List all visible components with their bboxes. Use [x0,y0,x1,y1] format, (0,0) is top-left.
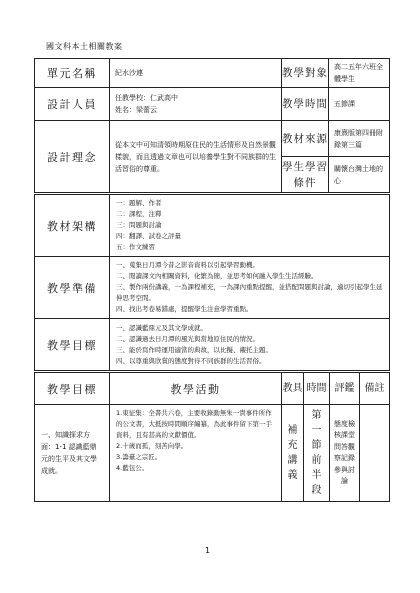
prep-item: 四、找出考卷易錯處，提醒學生注意學習重點。 [116,305,253,313]
material-source-value: 康熹版第四冊附錄第三篇 [329,121,390,157]
activity-item: 2.十歲而孤，刻苦向學。 [116,442,188,450]
resource-value: 補充講義 [282,405,304,502]
prep-label: 教學準備 [35,257,110,319]
document-title: 國文科本土相關教案 [46,42,123,51]
framework-item: 三：問題與討論 [116,221,162,229]
audience-label: 教學對象 [282,59,329,88]
prep-list [110,257,390,319]
designer-name: 姓名：梁蕾云 [115,106,157,114]
framework-item: 一：題解、作者 [116,199,162,207]
prereq-value: 關懷台灣土地的心 [329,157,390,193]
designer-value [110,88,282,121]
page-number: 1 [205,546,211,555]
resource-header: 教具 [282,373,304,405]
unit-name-value: 紀水沙連 [110,59,282,88]
framework-label: 教材架構 [35,195,110,257]
prep-item: 三、製作兩份講義，一為課程補充，一為課內重點提醒，並搭配問題與討論，適切引起學生延伸思考空間。 [116,283,383,302]
assessment-value: 態度檢核課堂問答觀察記錄參與討論 [330,405,360,502]
designer-label: 設計人員 [35,88,110,121]
material-source-label: 教材來源 [282,121,329,157]
activity-goal-header: 教學目標 [35,373,110,405]
activity-table [34,372,390,502]
concept-label: 設計理念 [35,121,110,193]
note-header: 備註 [360,373,390,405]
note-value [360,405,390,502]
goal-item: 一、認識藍鼎元及其文學成就。 [116,323,207,332]
prereq-label: 學生學習條件 [282,157,329,193]
overview-table [34,194,390,371]
activity-item: 4.藍包公。 [116,464,149,472]
unit-name-label: 單元名稱 [35,59,110,88]
framework-item: 四：翻譯、試卷之評量 [116,232,181,240]
time-header: 時間 [304,373,330,405]
time-label: 教學時間 [282,88,329,121]
goals-list [110,319,390,371]
framework-item: 二：課程，注釋 [116,210,162,218]
activity-header: 教學活動 [110,373,282,405]
goal-item: 四、以尊重與欣賞的態度對待不同族群的生活習俗。 [116,356,266,365]
time-value: 第一節前半段 [304,405,330,502]
prep-item: 一、蒐集日月潭今昔之影音資料以引起學習動機。 [116,261,259,269]
activity-item: 3.籌臺之宗匠。 [116,453,162,461]
goal-item: 三、能於寫作時運用適當的典故，以比擬、襯托主題。 [116,345,272,354]
goal-item: 二、認識過去日月潭的風光與當地原住民的情況。 [116,334,259,343]
info-table [34,58,390,193]
audience-value: 高二五年六班全體學生 [329,59,390,88]
concept-text: 從本文中可知清領時期原住民的生活情形及自然景觀樣貌，而且透過文章也可以培養學生對不同族群的生活習俗的尊重。 [110,121,282,193]
framework-list [110,195,390,257]
assessment-header: 評鑑 [330,373,360,405]
activity-goal-text: 一、知識探求方面：1-1 認識藍鼎元的生平及其文學成就。 [35,405,110,502]
framework-item: 五：作文練習 [116,243,155,251]
activity-content [110,405,282,502]
activity-item: 1.東征集：全書共六卷，主要收錄動無朱一貴事件所作的公文書，大抵按時間順序編纂，為此事件留下第一手資料，且有甚高的文獻價值。 [116,409,272,439]
time-value: 五節課 [329,88,390,121]
goals-label: 教學目標 [35,319,110,371]
prep-item: 二、閱讀課文內相關資料，化繁為簡，並思考如何融入學生生活經驗。 [116,272,318,280]
designer-school: 任教學校：仁武高中 [115,94,178,102]
